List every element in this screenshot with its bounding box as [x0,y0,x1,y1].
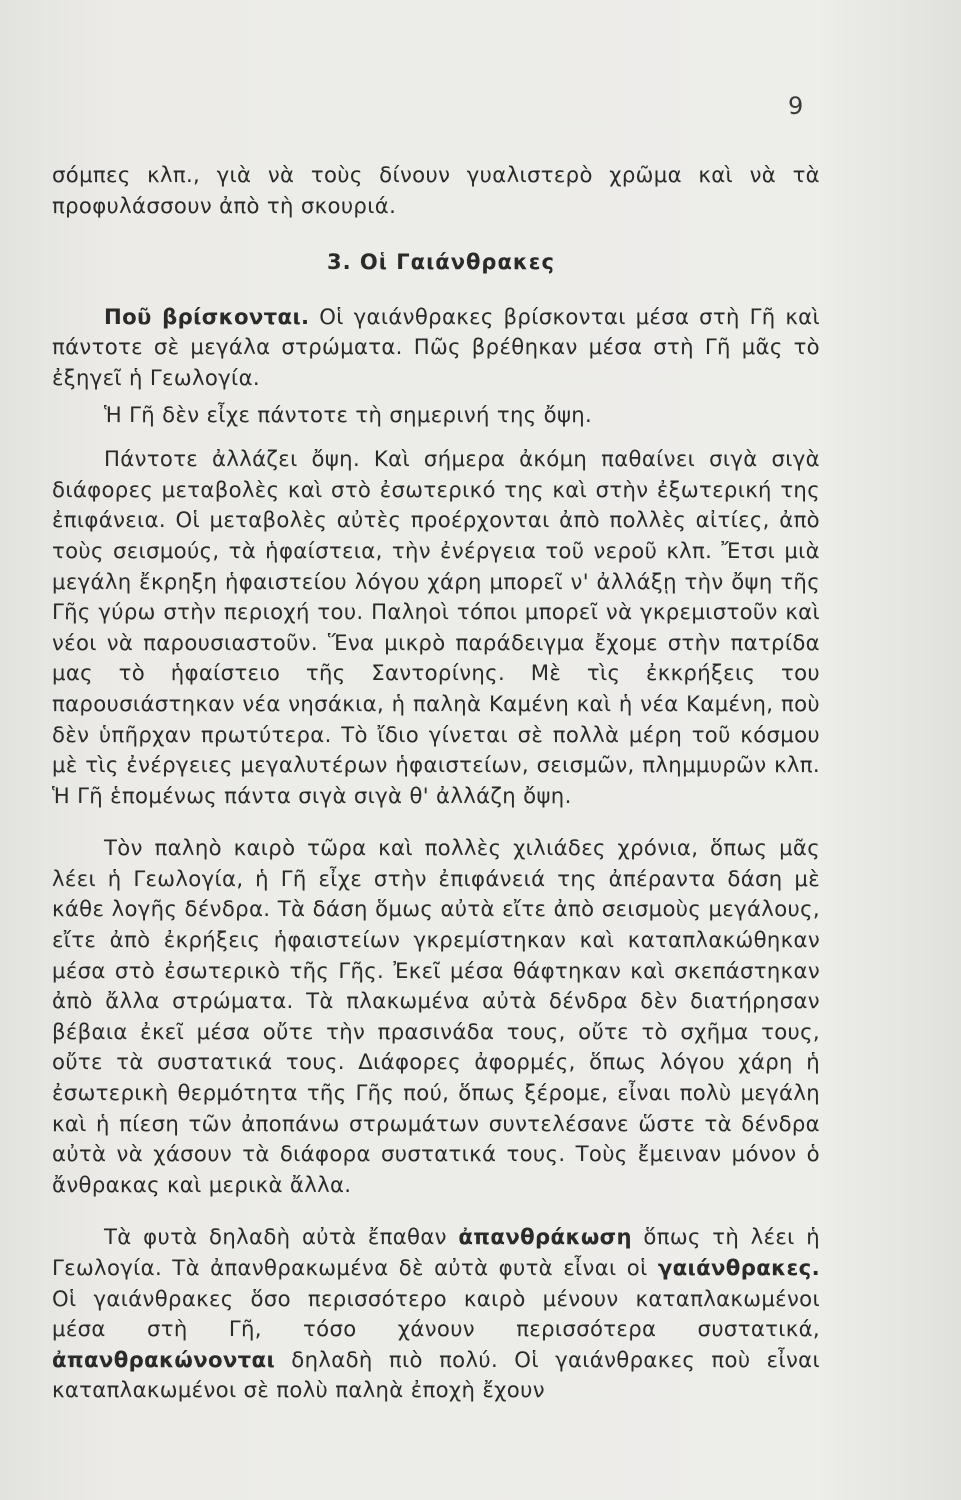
paragraph: Ἡ Γῆ δὲν εἶχε πάντοτε τὴ σημερινή της ὄψη. [104,401,593,427]
paragraph: Τὸν παληὸ καιρὸ τῶρα καὶ πολλὲς χιλιάδες χρόνια, ὅπως μᾶς λέει ἡ Γεωλογία, ἡ Γῆ εἶχε στὴν ἐπιφάνειά της ἀπέραντα δάση μὲ κάθε λογῆς δένδρα. Τὰ δάση ὅμως αὐτὰ εἴτε ἀπὸ σεισμοὺς μεγάλους, εἴτε ἀπὸ ἐκρήξεις ἡφαιστείων γκρεμίστηκαν καὶ καταπλακώθηκαν μέσα στὸ ἐσωτερικὸ τῆς Γῆς. Ἐκεῖ μέσα θάφτηκαν καὶ σκεπάστηκαν ἀπὸ ἄλλα στρώματα. Τὰ πλακωμένα αὐτὰ δένδρα δὲν διατήρησαν βέβαια ἐκεῖ μέσα οὔτε τὴν πρασινάδα τους, οὔτε τὸ σχῆμα τους, οὔτε τὰ συστατικά τους. Διάφορες ἀφορμές, ὅπως λόγου χάρη ἡ ἐσωτερικὴ θερμότητα τῆς Γῆς πού, ὅπως ξέρομε, εἶναι πολὺ μεγάλη καὶ ἡ πίεση τῶν ἀποπάνω στρωμάτων συντελέσανε ὥστε τὰ δένδρα αὐτὰ νὰ χάσουν τὰ διάφορα συστατικά τους. Τοὺς ἔμειναν μόνον ὁ ἄνθρακας καὶ μερικὰ ἄλλα. [52,835,820,1197]
paragraph-text: Τὰ φυτὰ δηλαδὴ αὐτὰ ἔπαθαν [104,1224,459,1250]
body-text [52,160,820,1406]
paragraph: σόμπες κλπ., γιὰ νὰ τοὺς δίνουν γυαλιστερὸ χρῶμα καὶ νὰ τὰ προφυλάσσουν ἀπὸ τὴ σκουριά. [52,162,820,218]
paragraph [52,302,820,394]
paragraph-text: Οἱ γαιάνθρακες βρίσκονται μέσα στὴ Γῆ καὶ πάντοτε σὲ μεγάλα στρώματα. Πῶς βρέθηκαν μέσα στὴ Γῆ μᾶς τὸ ἐξηγεῖ ἡ Γεωλογία. [52,303,821,390]
section-heading: 3. Οἱ Γαιάνθρακες [327,250,555,275]
paragraph-lead-bold: Ποῦ βρίσκονται. [104,303,310,329]
paragraph-text: δηλαδὴ πιὸ πολύ. Οἱ γαιάνθρακες ποὺ εἶναι καταπλακωμένοι σὲ πολὺ παληὰ ἐποχὴ ἔχουν [52,1346,820,1403]
paragraph [52,1222,820,1406]
page-number: 9 [788,92,804,120]
paragraph-text: ὅπως τὴ λέει ἡ Γεωλογία. Τὰ ἀπανθρακωμένα δὲ αὐτὰ φυτὰ εἶναι οἱ [52,1224,821,1280]
paragraph: Πάντοτε ἀλλάζει ὄψη. Καὶ σήμερα ἀκόμη παθαίνει σιγὰ σιγὰ διάφορες μεταβολὲς καὶ στὸ ἐσωτερικό της καὶ στὴν ἐξωτερική της ἐπιφάνεια. Οἱ μεταβολὲς αὐτὲς προέρχονται ἀπὸ πολλὲς αἰτίες, ἀπὸ τοὺς σεισμούς, τὰ ἡφαίστεια, τὴν ἐνέργεια τοῦ νεροῦ κλπ. Ἔτσι μιὰ μεγάλη ἔκρηξη ἡφαιστείου λόγου χάρη μπορεῖ ν' ἀλλάξῃ τὴν ὄψη τῆς Γῆς γύρω στὴν περιοχή του. Παληοὶ τόποι μπορεῖ νὰ γκρεμιστοῦν καὶ νέοι νὰ παρουσιαστοῦν. Ἕνα μικρὸ παράδειγμα ἔχομε στὴν πατρίδα μας τὸ ἡφαίστειο τῆς Σαντορίνης. Μὲ τὶς ἐκκρήξεις του παρουσιάστηκαν νέα νησάκια, ἡ παληὰ Καμένη καὶ ἡ νέα Καμένη, ποὺ δὲν ὑπῆρχαν πρωτύτερα. Τὸ ἴδιο γίνεται σὲ πολλὰ μέρη τοῦ κόσμου μὲ τὶς ἐνέργειες μεγαλυτέρων ἡφαιστείων, σεισμῶν, πλημμυρῶν κλπ. Ἡ Γῆ ἑπομένως πάντα σιγὰ σιγὰ θ' ἀλλάζη ὄψη. [52,446,820,808]
term-bold: γαιάνθρακες. [657,1255,820,1280]
term-bold: ἀπανθρακώνονται [52,1346,276,1372]
paragraph-text: Οἱ γαιάνθρακες ὅσο περισσότερο καιρὸ μένουν καταπλακωμένοι μέσα στὴ Γῆ, τόσο χάνουν περισσότερα συστατικά, [52,1285,820,1342]
term-bold: ἀπανθράκωση [458,1224,632,1250]
